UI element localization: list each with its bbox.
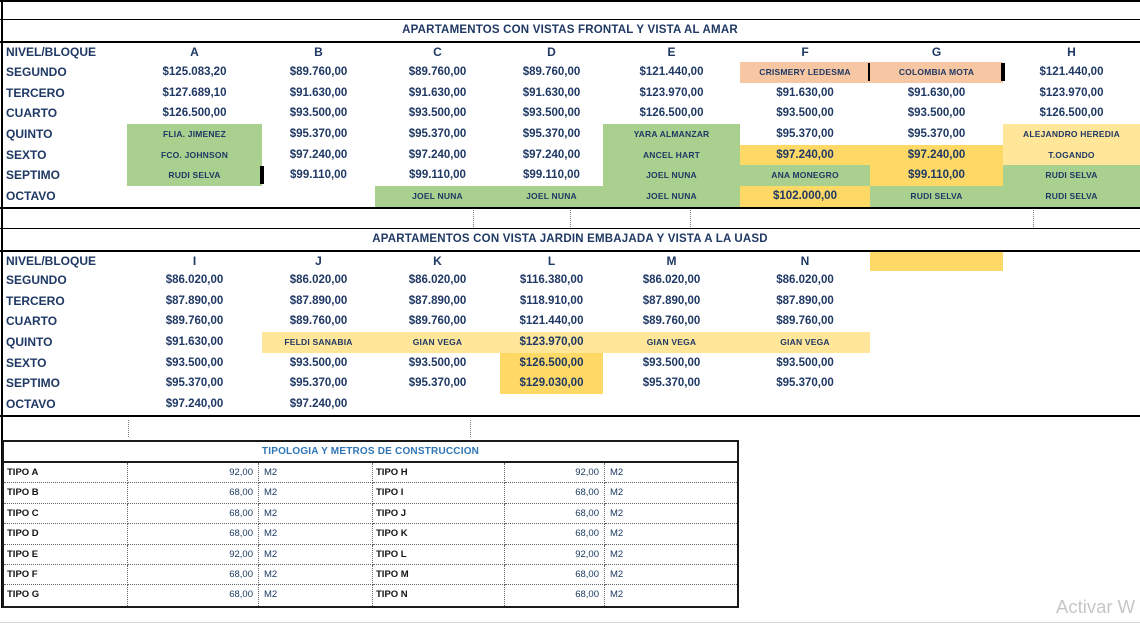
- row-label[interactable]: OCTAVO: [6, 189, 56, 204]
- table-cell[interactable]: $95.370,00: [408, 128, 467, 141]
- type-label[interactable]: TIPO C: [4, 504, 128, 524]
- area-value[interactable]: 92,00: [128, 545, 259, 565]
- table-cell[interactable]: ANA MONEGRO: [740, 165, 870, 186]
- table-cell[interactable]: [1003, 311, 1140, 332]
- table-cell[interactable]: $125.083,20: [162, 66, 227, 78]
- header-row-label[interactable]: NIVEL/BLOQUE: [6, 254, 97, 268]
- typology-table-grid: [4, 463, 737, 606]
- border-top: [0, 0, 1140, 2]
- unit-label[interactable]: M2: [259, 504, 373, 524]
- table-cell[interactable]: $99.110,00: [290, 169, 347, 182]
- column-header[interactable]: M: [666, 254, 677, 268]
- table-cell[interactable]: $89.760,00: [165, 315, 224, 328]
- unit-label[interactable]: M2: [605, 504, 737, 524]
- table-cell[interactable]: [1003, 353, 1140, 374]
- sea-view-table: [3, 62, 1140, 207]
- unit-label[interactable]: M2: [259, 524, 373, 544]
- table-cell[interactable]: RUDI SELVA: [1003, 165, 1140, 186]
- table-cell[interactable]: RUDI SELVA: [1003, 186, 1140, 207]
- unit-label[interactable]: M2: [259, 463, 373, 483]
- column-header[interactable]: B: [314, 45, 323, 59]
- table-cell[interactable]: $121.440,00: [639, 66, 704, 78]
- table-cell[interactable]: [1003, 270, 1140, 291]
- column-header[interactable]: [1003, 252, 1140, 271]
- page-break-mark: [473, 210, 474, 227]
- area-value[interactable]: 68,00: [128, 524, 259, 544]
- table-cell[interactable]: [870, 394, 1003, 415]
- row-label[interactable]: TERCERO: [6, 85, 65, 100]
- bottom-edge-line: [0, 622, 1140, 623]
- table-cell[interactable]: $97.240,00: [289, 398, 348, 411]
- type-label[interactable]: TIPO F: [4, 565, 128, 585]
- table-cell[interactable]: COLOMBIA MOTA: [870, 62, 1003, 83]
- table-cell[interactable]: $95.370,00: [776, 377, 834, 390]
- table-cell[interactable]: $102.000,00: [740, 186, 870, 207]
- typology-table: [2, 440, 739, 608]
- table-cell[interactable]: FELDI SANABIA: [262, 332, 375, 353]
- area-value[interactable]: 68,00: [505, 483, 605, 503]
- table-cell[interactable]: $95.370,00: [522, 128, 581, 141]
- column-header[interactable]: G: [931, 45, 942, 59]
- type-label[interactable]: TIPO K: [373, 524, 505, 544]
- table-cell[interactable]: $93.500,00: [907, 107, 966, 120]
- area-value[interactable]: 68,00: [128, 565, 259, 585]
- table-cell[interactable]: [740, 394, 870, 415]
- garden-view-table-header: [3, 252, 1140, 271]
- type-label[interactable]: TIPO M: [373, 565, 505, 585]
- table-cell[interactable]: GIAN VEGA: [740, 332, 870, 353]
- table-cell[interactable]: $99.110,00: [870, 165, 1003, 186]
- row-label[interactable]: CUARTO: [6, 106, 58, 121]
- area-value[interactable]: 68,00: [505, 585, 605, 605]
- table-cell[interactable]: $97.240,00: [870, 145, 1003, 166]
- column-header[interactable]: E: [667, 45, 676, 59]
- area-value[interactable]: 68,00: [505, 524, 605, 544]
- table-cell[interactable]: $97.240,00: [165, 398, 224, 411]
- table-cell[interactable]: $95.370,00: [289, 377, 348, 390]
- table-cell[interactable]: CRISMERY LEDESMA: [740, 62, 870, 83]
- table-cell[interactable]: [1003, 373, 1140, 394]
- table-cell[interactable]: $93.500,00: [165, 356, 224, 369]
- table-cell[interactable]: [603, 394, 740, 415]
- table-cell[interactable]: $91.630,00: [776, 86, 834, 99]
- table-cell[interactable]: JOEL NUNA: [603, 186, 740, 207]
- column-header[interactable]: A: [190, 45, 199, 59]
- table-cell[interactable]: JOEL NUNA: [500, 186, 603, 207]
- column-header[interactable]: J: [315, 254, 322, 268]
- unit-label[interactable]: M2: [605, 483, 737, 503]
- table-cell[interactable]: $93.500,00: [642, 356, 701, 369]
- table-cell[interactable]: $86.020,00: [642, 274, 701, 286]
- type-label[interactable]: TIPO H: [373, 463, 505, 483]
- type-label[interactable]: TIPO I: [373, 483, 505, 503]
- table-cell[interactable]: JOEL NUNA: [375, 186, 500, 207]
- table-cell[interactable]: $127.689,10: [162, 86, 227, 99]
- area-value[interactable]: 68,00: [128, 504, 259, 524]
- page-break-mark: [690, 210, 691, 227]
- area-value[interactable]: 68,00: [128, 483, 259, 503]
- type-label[interactable]: TIPO N: [373, 585, 505, 605]
- table-cell[interactable]: $91.630,00: [165, 336, 224, 349]
- table-cell[interactable]: $95.370,00: [642, 377, 701, 390]
- table-cell[interactable]: RUDI SELVA: [870, 186, 1003, 207]
- table-cell[interactable]: $93.500,00: [776, 107, 834, 120]
- column-header[interactable]: N: [800, 254, 810, 268]
- table-cell[interactable]: $129.030,00: [500, 373, 603, 394]
- table-cell[interactable]: $93.500,00: [289, 356, 348, 369]
- table-cell[interactable]: $97.240,00: [522, 148, 581, 161]
- table-cell[interactable]: $97.240,00: [289, 148, 348, 161]
- table-cell[interactable]: $89.760,00: [642, 315, 701, 328]
- type-label[interactable]: TIPO A: [4, 463, 128, 483]
- unit-label[interactable]: M2: [259, 565, 373, 585]
- row-label[interactable]: SEGUNDO: [6, 65, 67, 79]
- table-cell[interactable]: $123.970,00: [639, 86, 704, 99]
- table-cell[interactable]: [375, 394, 500, 415]
- table-cell[interactable]: $91.630,00: [522, 86, 581, 99]
- table-cell[interactable]: $123.970,00: [500, 332, 603, 353]
- table-cell[interactable]: GIAN VEGA: [375, 332, 500, 353]
- table-cell[interactable]: $121.440,00: [1039, 66, 1104, 78]
- unit-label[interactable]: M2: [605, 565, 737, 585]
- type-label[interactable]: TIPO G: [4, 585, 128, 605]
- table-cell[interactable]: $95.370,00: [289, 128, 348, 141]
- table-cell[interactable]: $118.910,00: [519, 294, 584, 307]
- row-label[interactable]: SEXTO: [6, 355, 47, 370]
- table-cell[interactable]: $86.020,00: [408, 274, 467, 286]
- area-value[interactable]: 92,00: [505, 463, 605, 483]
- table-cell[interactable]: $93.500,00: [408, 356, 467, 369]
- row-label[interactable]: OCTAVO: [6, 397, 56, 412]
- table-cell[interactable]: $93.500,00: [408, 107, 467, 120]
- column-header[interactable]: H: [1067, 45, 1076, 59]
- table-cell[interactable]: $87.890,00: [408, 294, 467, 307]
- table-cell[interactable]: $97.240,00: [740, 145, 870, 166]
- table-cell[interactable]: $86.020,00: [289, 274, 348, 286]
- area-value[interactable]: 92,00: [128, 463, 259, 483]
- table-cell[interactable]: ANCEL HART: [603, 145, 740, 166]
- table-cell[interactable]: $87.890,00: [776, 294, 834, 307]
- type-label[interactable]: TIPO B: [4, 483, 128, 503]
- unit-label[interactable]: M2: [259, 483, 373, 503]
- table-cell[interactable]: $89.760,00: [408, 66, 467, 78]
- table-cell[interactable]: $89.760,00: [776, 315, 834, 328]
- row-label[interactable]: SEPTIMO: [6, 168, 61, 183]
- type-label[interactable]: TIPO J: [373, 504, 505, 524]
- table-cell[interactable]: [262, 186, 375, 207]
- column-header[interactable]: [870, 252, 1003, 271]
- row-label[interactable]: SEXTO: [6, 147, 47, 162]
- table-cell[interactable]: [870, 291, 1003, 312]
- table-cell[interactable]: GIAN VEGA: [603, 332, 740, 353]
- unit-label[interactable]: M2: [605, 524, 737, 544]
- table-cell[interactable]: $99.110,00: [409, 169, 466, 182]
- table-cell[interactable]: $91.630,00: [408, 86, 467, 99]
- column-header[interactable]: D: [547, 45, 556, 59]
- table-cell[interactable]: $99.110,00: [523, 169, 580, 182]
- type-label[interactable]: TIPO L: [373, 545, 505, 565]
- table-cell[interactable]: $89.760,00: [289, 66, 348, 78]
- table-cell[interactable]: [870, 311, 1003, 332]
- typology-table-title: TIPOLOGIA Y METROS DE CONSTRUCCION: [4, 442, 737, 463]
- unit-label[interactable]: M2: [259, 585, 373, 605]
- table-cell[interactable]: $93.500,00: [522, 107, 581, 120]
- table-cell[interactable]: [1003, 332, 1140, 353]
- page-break-mark: [128, 420, 129, 437]
- divider: [0, 415, 1140, 417]
- table-cell[interactable]: [1003, 394, 1140, 415]
- table-cell[interactable]: [127, 186, 262, 207]
- unit-label[interactable]: M2: [259, 545, 373, 565]
- table-cell[interactable]: $87.890,00: [165, 294, 224, 307]
- type-label[interactable]: TIPO E: [4, 545, 128, 565]
- table-cell[interactable]: $89.760,00: [522, 66, 581, 78]
- table-cell[interactable]: $126.500,00: [162, 107, 227, 120]
- divider: [0, 207, 1140, 209]
- table-cell[interactable]: $86.020,00: [165, 274, 224, 286]
- table-cell[interactable]: $91.630,00: [907, 86, 966, 99]
- row-label[interactable]: SEGUNDO: [6, 273, 67, 287]
- unit-label[interactable]: M2: [610, 589, 624, 601]
- table-cell[interactable]: $95.370,00: [776, 128, 834, 141]
- area-value[interactable]: 68,00: [505, 565, 605, 585]
- table-cell[interactable]: T.OGANDO: [1003, 145, 1140, 166]
- table-cell[interactable]: [870, 332, 1003, 353]
- unit-label[interactable]: M2: [605, 463, 737, 483]
- column-header[interactable]: F: [801, 45, 809, 59]
- table-cell[interactable]: $87.890,00: [642, 294, 701, 307]
- column-header[interactable]: K: [433, 254, 442, 268]
- row-label[interactable]: QUINTO: [6, 127, 53, 142]
- table-cell[interactable]: FCO. JOHNSON: [127, 145, 262, 166]
- table-cell[interactable]: $93.500,00: [776, 356, 834, 369]
- table-cell[interactable]: $89.760,00: [408, 315, 467, 328]
- table-cell[interactable]: $95.370,00: [408, 377, 467, 390]
- table-cell[interactable]: $123.970,00: [1039, 86, 1104, 99]
- table-cell[interactable]: RUDI SELVA: [127, 165, 262, 186]
- area-value[interactable]: 68,00: [128, 585, 259, 605]
- table-cell[interactable]: $91.630,00: [289, 86, 348, 99]
- page-break-mark: [1033, 210, 1034, 227]
- table-cell[interactable]: YARA ALMANZAR: [603, 124, 740, 145]
- row-label[interactable]: TERCERO: [6, 293, 65, 308]
- table-cell[interactable]: [870, 353, 1003, 374]
- table-cell[interactable]: $86.020,00: [776, 274, 834, 286]
- table-cell[interactable]: $93.500,00: [289, 107, 348, 120]
- table-cell[interactable]: [1003, 291, 1140, 312]
- table-cell[interactable]: ALEJANDRO HEREDIA: [1003, 124, 1140, 145]
- type-label[interactable]: TIPO D: [4, 524, 128, 544]
- column-header[interactable]: I: [192, 254, 197, 268]
- table-cell[interactable]: JOEL NUNA: [603, 165, 740, 186]
- unit-label[interactable]: M2: [605, 545, 737, 565]
- table-cell[interactable]: $116.380,00: [519, 274, 584, 286]
- table-cell[interactable]: $87.890,00: [289, 294, 348, 307]
- table-cell[interactable]: $126.500,00: [639, 107, 704, 120]
- area-value[interactable]: 92,00: [505, 545, 605, 565]
- header-row-label[interactable]: NIVEL/BLOQUE: [6, 45, 97, 59]
- garden-view-table: [3, 270, 1140, 415]
- table-cell[interactable]: $97.240,00: [408, 148, 467, 161]
- table-cell[interactable]: [870, 373, 1003, 394]
- table-cell[interactable]: $126.500,00: [1039, 107, 1104, 120]
- table-cell[interactable]: $121.440,00: [519, 315, 584, 328]
- row-label[interactable]: CUARTO: [6, 314, 58, 329]
- table-cell[interactable]: $89.760,00: [289, 315, 348, 328]
- area-value[interactable]: 68,00: [505, 504, 605, 524]
- column-header[interactable]: L: [547, 254, 556, 268]
- table-cell[interactable]: $95.370,00: [165, 377, 224, 390]
- table-cell[interactable]: $95.370,00: [907, 128, 966, 141]
- garden-view-table-title: APARTAMENTOS CON VISTA JARDIN EMBAJADA Y VISTA A LA UASD: [372, 233, 768, 245]
- row-label[interactable]: QUINTO: [6, 335, 53, 350]
- table-cell[interactable]: FLIA. JIMENEZ: [127, 124, 262, 145]
- table-cell[interactable]: [870, 270, 1003, 291]
- row-label[interactable]: SEPTIMO: [6, 376, 61, 391]
- activate-windows-watermark: Activar W: [1056, 596, 1136, 617]
- table-cell[interactable]: [500, 394, 603, 415]
- page-break-mark: [470, 420, 471, 437]
- sea-view-table-title: APARTAMENTOS CON VISTAS FRONTAL Y VISTA AL AMAR: [402, 24, 738, 36]
- sea-view-table-header: [3, 43, 1140, 62]
- page-break-mark: [570, 210, 571, 227]
- column-header[interactable]: C: [433, 45, 442, 59]
- table-cell[interactable]: $126.500,00: [500, 353, 603, 374]
